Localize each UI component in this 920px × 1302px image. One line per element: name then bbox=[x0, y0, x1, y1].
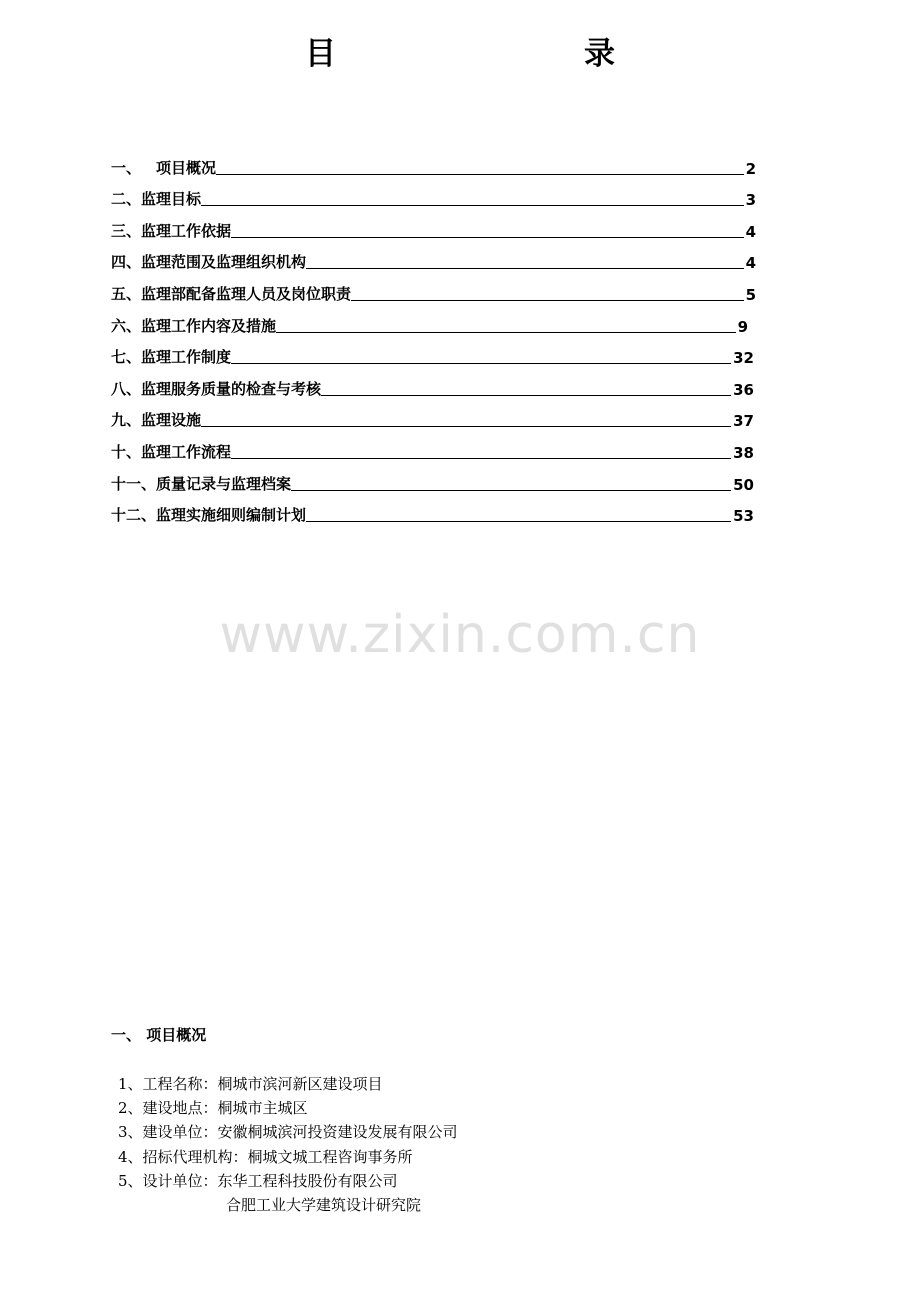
info-item: 3、建设单位：安徽桐城滨河投资建设发展有限公司 bbox=[118, 1123, 458, 1142]
toc-number: 二、 bbox=[111, 190, 142, 209]
toc-leader-line bbox=[321, 395, 731, 396]
toc-number: 九、 bbox=[111, 411, 142, 430]
toc-entry[interactable] bbox=[111, 399, 754, 431]
toc-entry[interactable] bbox=[111, 146, 756, 178]
toc-page-number: 50 bbox=[733, 475, 754, 494]
info-item: 4、招标代理机构：桐城文城工程咨询事务所 bbox=[118, 1147, 413, 1166]
toc-number: 五、 bbox=[111, 284, 142, 303]
toc-page-number: 5 bbox=[745, 285, 756, 304]
toc-entry[interactable] bbox=[111, 304, 748, 336]
toc-leader-line bbox=[201, 426, 731, 427]
toc-label: 监理目标 bbox=[141, 190, 202, 209]
toc-page-number: 53 bbox=[733, 507, 754, 526]
toc-number: 六、 bbox=[111, 316, 142, 335]
page-title: 目 录 bbox=[305, 36, 677, 72]
toc-label: 监理工作依据 bbox=[141, 221, 232, 240]
toc-leader-line bbox=[276, 332, 736, 333]
toc-number: 一、 bbox=[111, 158, 142, 177]
toc-entry[interactable] bbox=[111, 178, 756, 210]
toc-leader-line bbox=[201, 205, 744, 206]
toc-page-number: 4 bbox=[745, 222, 756, 241]
toc-leader-line bbox=[231, 237, 744, 238]
section-heading: 一、 项目概况 bbox=[111, 1026, 207, 1044]
toc-entry[interactable] bbox=[111, 430, 754, 462]
toc-number: 七、 bbox=[111, 348, 142, 367]
toc-entry[interactable] bbox=[111, 494, 754, 526]
toc-number: 八、 bbox=[111, 379, 142, 398]
toc-page-number: 32 bbox=[733, 349, 754, 368]
toc-label: 项目概况 bbox=[141, 158, 217, 177]
watermark: www.zixin.com.cn bbox=[219, 605, 701, 665]
toc-leader-line bbox=[306, 521, 731, 522]
toc-leader-line bbox=[306, 268, 744, 269]
toc-page-number: 2 bbox=[745, 159, 756, 178]
toc-page-number: 4 bbox=[745, 254, 756, 273]
toc-leader-line bbox=[231, 363, 731, 364]
toc-page-number: 9 bbox=[737, 317, 748, 336]
project-info-list bbox=[118, 1072, 458, 1217]
toc-entry[interactable] bbox=[111, 336, 754, 368]
toc-label: 监理工作流程 bbox=[141, 442, 232, 461]
toc-label: 监理工作内容及措施 bbox=[141, 316, 277, 335]
info-item: 5、设计单位：东华工程科技股份有限公司 bbox=[118, 1171, 398, 1190]
toc-entry[interactable] bbox=[111, 367, 754, 399]
toc-entry[interactable] bbox=[111, 241, 756, 273]
toc-leader-line bbox=[231, 458, 731, 459]
toc-entry[interactable] bbox=[111, 209, 756, 241]
toc-label: 质量记录与监理档案 bbox=[156, 474, 292, 493]
toc-page-number: 38 bbox=[733, 443, 754, 462]
toc-entry[interactable] bbox=[111, 462, 754, 494]
info-item: 1、工程名称：桐城市滨河新区建设项目 bbox=[118, 1075, 383, 1093]
table-of-contents bbox=[111, 146, 756, 525]
toc-number: 四、 bbox=[111, 253, 142, 272]
toc-number: 十、 bbox=[111, 442, 142, 461]
toc-number: 三、 bbox=[111, 221, 142, 240]
toc-page-number: 37 bbox=[733, 412, 754, 431]
toc-leader-line bbox=[216, 174, 744, 175]
toc-page-number: 3 bbox=[745, 191, 756, 210]
toc-label: 监理部配备监理人员及岗位职责 bbox=[141, 284, 352, 303]
toc-leader-line bbox=[291, 490, 731, 491]
info-item: 2、建设地点：桐城市主城区 bbox=[118, 1099, 308, 1118]
info-item: 合肥工业大学建筑设计研究院 bbox=[226, 1195, 422, 1214]
toc-label: 监理实施细则编制计划 bbox=[156, 506, 307, 525]
toc-leader-line bbox=[351, 300, 744, 301]
toc-number: 十二、 bbox=[111, 506, 157, 525]
toc-label: 监理工作制度 bbox=[141, 348, 232, 367]
toc-page-number: 36 bbox=[733, 380, 754, 399]
toc-label: 监理设施 bbox=[141, 411, 202, 430]
toc-label: 监理范围及监理组织机构 bbox=[141, 253, 307, 272]
toc-label: 监理服务质量的检查与考核 bbox=[141, 379, 322, 398]
toc-number: 十一、 bbox=[111, 474, 157, 493]
toc-entry[interactable] bbox=[111, 272, 756, 304]
